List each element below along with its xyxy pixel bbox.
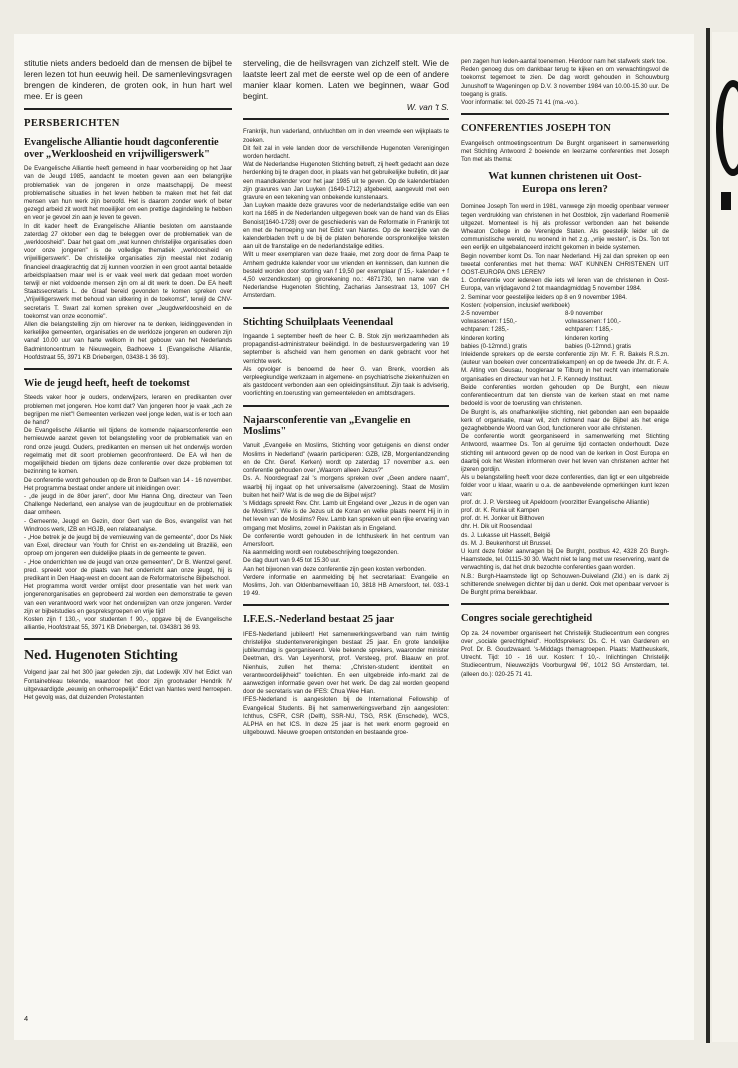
- divider: [243, 118, 449, 120]
- article-title: Stichting Schuilplaats Veenendaal: [243, 316, 394, 328]
- article-paragraph: Wilt u meer exemplaren van deze fraaie, met zorg door de firma Paap te Arnhem gedrukte kalender voor uw vrienden en kennissen, dan kunnen die besteld worden door storting van f 19,50 per exemplaar (f 15,- kalender + f 4,50 verzendkosten) op girorekening no.: 4871730, ten name van de Nederlandse Hugenoten Stichting, Zacharias Jansestraat 13, 1097 CH Amsterdam.: [243, 251, 449, 300]
- lead-paragraph: sterveling, die de heilsvragen van zichzelf stelt. Wie de laatste leert zal met de eerste wel op de een of andere manier klaar komen. Laten we beginnen, waar God begint.: [243, 58, 449, 102]
- article-paragraph: Het programma bestaat onder andere uit inleidingen over:: [24, 484, 181, 492]
- list-line: ds. M. J. Beukenhorst uit Brussel.: [461, 539, 552, 547]
- article-paragraph: De dag duurt van 9.45 tot 15.30 uur.: [243, 557, 341, 565]
- article-paragraph: IFES-Nederland jubileert! Het samenwerkingsverband van ruim twintig christelijke studentenverenigingen bestaat 25 jaar. En grote landelijke jubileumdag is georganiseerd. Vele bekende sprekers, waaronder minister Deetman, drs. Van Leyenhorst, prof. Versteeg, prof. Blaauw en prof. Nienhuis, zullen het thema: „Christen-student: identiteit en verantwoordelijkheid" toelichten. En een uitgebreide info-markt zal de aanwezigen informatie geven over het werk. De dag zal worden geopend door de secretaris van de IFES: Chua Wee Hian.: [243, 630, 449, 696]
- list-line: prof. dr. H. Jonker uit Bilthoven: [461, 515, 545, 523]
- list-line: prof. dr. J. P. Versteeg uit Apeldoorn (voorzitter Evangelische Alliantie): [461, 498, 650, 506]
- article-paragraph: Dominee Joseph Ton werd in 1981, vanwege zijn moedig openbaar verweer tegen verdrukking van christenen in het Oostblok, zijn vaderland Roemenië uitgezet. Momenteel is hij als professor verbonden aan het bekende Wheaton College in de Verenigde Staten. Als geestelijk leider uit de communistische wereld, nu wonend in het z.g. „vrije westen", is Ds. Ton tot een eerlijk en uitgebalanceerd inzicht gekomen in beide systemen.: [461, 203, 669, 252]
- article-title: I.F.E.S.-Nederland bestaat 25 jaar: [243, 614, 395, 626]
- page-gutter: [706, 28, 710, 1043]
- divider: [24, 368, 232, 370]
- list-line: dhr. H. Dik uit Roosendaal: [461, 523, 532, 531]
- article-paragraph: Evangelisch ontmoetingscentrum De Burght organiseert in samenwerking met Stichting Antwoord 2 boeiende en leerzame conferenties met Joseph Ton met als thema:: [461, 139, 669, 164]
- article-paragraph: Jan Luyken maakte deze gravures voor de nederlandstalige editie van een kort na 1685 in de Nederlanden uitgegeven boek van de hand van ds Elias Benoist(1640-1728) over de geschiedenis van de Reformatie in Frankrijk tot en met de herroeping van het Edict van Nantes. Op de keerzijde van de kalenderbladen treft u de bij de platen behorende oorspronkelijke teksten aan uit de franstalige en de nederlandstalige edities.: [243, 202, 449, 251]
- article-paragraph: De Evangelische Alliantie heeft gemeend in haar voorbereiding op het Jaar van de Jeugd 1985, aandacht te moeten geven aan een belangrijke problematiek van de jongeren in onze maatschappij. De meest problematische situaties in het leven hebben te maken met het feit dat mensen van hun werk zijn beroofd. Het is daarom zonder werk of beter gezegd arbeid zit wordt het moeilijker om een prettige dagindeling te hebben en veor je gevoel zin aan je leven te geven.: [24, 165, 232, 222]
- article-paragraph: Begin november komt Ds. Ton naar Nederland. Hij zal dan spreken op een tweetal conferenties met het thema: WAT KUNNEN CHRISTENEN UIT OOST-EUROPA ONS LEREN?: [461, 252, 669, 277]
- cost-line: echtparen: f 185,-: [565, 326, 613, 334]
- article-paragraph: Kosten zijn f 130,-, voor studenten f 90,-, opgave bij de Evangelische alliantie, Hoofdstraat 55, 3971 KB Driebergen, tel. 03438/1 36 93.: [24, 615, 232, 632]
- article-paragraph: Ingaande 1 september heeft de heer C. B. Stok zijn werkzaamheden als propagandist-administrateur beëindigd. In de bestuursvergadering van 19 september is afscheid van hem genomen en dank gebracht voor het verrichte werk.: [243, 333, 449, 365]
- article-paragraph: Beide conferenties worden gehouden op De Burght, een nieuw conferentiecentrum dat ten dienste van de kerken staat en met name bedoeld is voor de toerusting van christenen.: [461, 383, 669, 408]
- author-signature: W. van 't S.: [406, 102, 449, 113]
- article-paragraph: Vanuit „Evangelie en Moslims, Stichting voor getuigenis en dienst onder Moslims in Nederland" (waarin participeren: GZB, IZB, Morgenlandzending en de Chr. Geref. Kerken) wordt op zaterdag 17 november a.s. een conferentie gehouden over „Waarom alleen Jezus?": [243, 442, 449, 475]
- divider: [461, 113, 669, 115]
- article-paragraph: - „Hoe onderrichten we de jeugd van onze gemeenten", Dr B. Wentzel geref. pred. spreekt voor de plaats van het onderricht aan onze jeugd, hij is predikant in Den Haag-west en docent aan de Reformatorische Bijbelschool.: [24, 558, 232, 582]
- article-paragraph: De conferentie wordt georganiseerd in samenwerking met Stichting Antwoord, waarmee Ds. Ton al geruime tijd contacten onderhoudt. Deze stichting wil antwoord geven op de nood van de kerken in Oost Europa en daarbij ook het Westen informeren over het leven van christenen achter het ijzeren gordijn.: [461, 433, 669, 473]
- article-title: CONFERENTIES JOSEPH TON: [461, 123, 611, 135]
- article-paragraph: De Burght is, als onafhankelijke stichting, niet gebonden aan een bepaalde kerk of organisatie, maar wil, zich richtend naar de Bijbel als het enige gezaghebbende Woord van God, functioneren voor alle christenen.: [461, 408, 669, 432]
- article-paragraph: Inleidende sprekers op de eerste conferentie zijn Mr. F. R. Bakels R.S.zn. (auteur van boeken over concentratiekampen) en op de tweede Jhr. dr. F. A. M. Alting von Geusau, hoogleraar te Tilburg in het recht van internationale organisaties en directeur van het J. F. Kennedy Instituut.: [461, 351, 669, 383]
- article-paragraph: Ds. A. Noordegraaf zal 's morgens spreken over „Geen andere naam", waarbij hij ingaat op het universalisme (alverzoening). Staat de Moslim buiten het heil? Wat is de weg die de Bijbel wijst?: [243, 475, 449, 499]
- cost-line: 2-5 november: [461, 310, 499, 318]
- cost-table: [461, 310, 669, 351]
- article-paragraph: U kunt deze folder aanvragen bij De Burght, postbus 42, 4328 ZG Burgh-Haamstede, tel. 01115-30 30. Wacht niet te lang met uw reservering, want de verwachting is, dat het druk bezochte conferenties gaan worden.: [461, 547, 669, 572]
- cost-line: kinderen korting: [461, 334, 505, 342]
- divider: [24, 638, 232, 640]
- cost-line: 8-9 november: [565, 310, 603, 318]
- column-3: [461, 58, 669, 679]
- article-title: Ned. Hugenoten Stichting: [24, 648, 178, 664]
- cost-heading: Kosten: (volpension, inclusief werkboek): [461, 301, 570, 309]
- article-paragraph: Frankrijk, hun vaderland, ontvluchtten om in den vreemde een wijkplaats te zoeken.: [243, 128, 449, 144]
- article-subtitle: Wat kunnen christenen uit Oost-Europa ons leren?: [488, 170, 642, 195]
- article-paragraph: - Gemeente, Jeugd en Gezin, door Gert van de Bos, evangelist van het Windroos werk, IZB en HGJB, een relateanalyse.: [24, 517, 232, 533]
- article-paragraph: Steeds vaker hoor je ouders, onderwijzers, leraren en predikanten over problemen met jongeren. Hoe komt dat? Van jongeren hoor je vaak „ach ze begrijpen me niet"! Gemeenten verliezen veel jonge leden, wat is er toch aan de hand?: [24, 394, 232, 427]
- lead-paragraph: stitutie niets anders bedoeld dan de mensen de bijbel te leren lezen tot hun eeuwig heil. De samenlevingsvragen brengen de kinderen, de groten ook, in hun hart wel mee. Er is geen: [24, 58, 232, 102]
- article-title: Wie de jeugd heeft, heeft de toekomst: [24, 378, 190, 390]
- article-paragraph: Op za. 24 november organiseert het Christelijk Studiecentrum een congres over „sociale gerechtigheid". Hoofdsprekers: Ds. C. H. van Garderen en Prof. Dr. B. Goudzwaard. 's-Middags themagroepen. Plaats: Mattheuskerk, Utrecht. Tijd: 10 - 16 uur. Kosten: f 10,-. Inlichtingen Christelijk Studiecentrum, Nieuwezijds Voorburgwal 96', 1012 SG Amsterdam, tel. (alleen do.): 020-25 71 41.: [461, 629, 669, 678]
- article-paragraph: In dit kader heeft de Evangelische Alliantie besloten om aanstaande zaterdag 27 oktober een dag te beleggen over de problematiek van de „werkloosheid". Daar het gaat om „wat kunnen christelijke organisaties doen voor onze jongeren" is de volledige thematiek „werkloosheid en vrijwilligerswerk". De christelijke organisaties zijn meestal niet zodanig financieel draagkrachtig dat zij kunnen voorzien in een groot aantal betaalde arbeidsplaatsen maar wel is er vaak veel werk dat gedaan moet worden terwijl er niet voldoende mensen zijn om al dit werk te doen. De EA heeft Staatssecretaris L. de Graaf bereid gevonden te komen spreken over „Vrijwilligerswerk met behoud van uitkering in de toekomst", terwijl de CNV-secretaris T. Swart zal komen spreken over „Jeugdwerkloosheid en de toekomst van onze economie".: [24, 222, 232, 320]
- article-paragraph: 2. Seminar voor geestelijke leiders op 8 en 9 november 1984.: [461, 293, 627, 301]
- article-paragraph: 1. Conferentie voor iedereen die iets wil leren van de christenen in Oost-Europa, van vrijdagavond 2 tot maandagmiddag 5 november 1984.: [461, 277, 669, 293]
- article-paragraph: - „Hoe betrek je de jeugd bij de vernieuwing van de gemeente", door Ds Niek van Exel, directeur van Youth for Christ en ex-zendeling uit Brazilië, een oproep om jongeren een duidelijke plaats in de gemeente te geven.: [24, 533, 232, 558]
- article-paragraph: Allen die belangstelling zijn om hierover na te denken, leidinggevenden in kerkelijke gemeenten, organisaties en de werkloze jongeren en ouderen zijn vanaf 10.00 uur van harte welkom in het gebouw van het Nederlands Badmintoncentrum te Nieuwegein, Badhoeve 1 (Evangelische Alliantie, Hoofdstraat 55, 3971 KB Driebergen, 03438-1 36 93).: [24, 321, 232, 361]
- section-heading: PERSBERICHTEN: [24, 118, 120, 130]
- cost-line: volwassenen: f 150,-: [461, 318, 517, 326]
- article-paragraph: Voor informatie: tel. 020-25 71 41 (ma.-vo.).: [461, 99, 579, 107]
- article-paragraph: De conferentie wordt gehouden in de Ichthuskerk lin het centrum van Amersfoort.: [243, 532, 449, 548]
- cost-column-2: [565, 310, 669, 351]
- article-paragraph: Als u belangstelling heeft voor deze conferenties, dan ligt er een uitgebreide folder voor u klaar, waarin u o.a. de aanbevelende opmerkingen kunt lezen van:: [461, 474, 669, 498]
- article-paragraph: De conferentie wordt gehouden op de Bron te Dalfsen van 14 - 16 november.: [24, 476, 232, 484]
- article-paragraph: Het programma wordt verder omlijst door presentatie van het werk van jongerenorganisaties en geprobeerd zal worden een demonstratie te geven van een verantwoord werk voor het onderwijzen van onze jongeren. Verder zijn er bijbelstudies en gespreksgroepen en vrije tijd!: [24, 583, 232, 615]
- column-2: [243, 58, 449, 737]
- article-title: Najaarsconferentie van „Evangelie en Moslims": [243, 414, 411, 438]
- column-1: [24, 58, 232, 702]
- article-paragraph: Wat de Nederlandse Hugenoten Stichting betreft, zij heeft gedacht aan deze herdenking bij te dragen door, in plaats van het gebruikelijke bulletin, dit jaar een maandkalender voor het jaar 1985 uit te geven. Op de kalenderbladen zijn gravures van Jan Luyken (1649-1712) afgebeeld, aangevuld met een gravure en een tekening van onbekende kunstenaars.: [243, 161, 449, 201]
- cost-line: babies (0-12mnd.) gratis: [461, 342, 528, 350]
- divider: [24, 108, 232, 110]
- adjacent-page-letter: [716, 80, 738, 176]
- article-paragraph: pen zagen hun leden-aantal toenemen. Hierdoor nam het stafwerk sterk toe.: [461, 58, 667, 65]
- cost-line: volwassenen: f 100,-: [565, 318, 621, 326]
- article-paragraph: Verdere informatie en aanmelding bij het secretariaat: Evangelie en Moslims, Joh. van Oldenbarneveltlaan 10, 3818 HB Amersfoort, tel. 033-1 19 49.: [243, 573, 449, 598]
- article-paragraph: Dit feit zal in vele landen door de verschillende Hugenoten Verenigingen worden herdacht.: [243, 144, 449, 160]
- page-number: 4: [24, 1014, 29, 1023]
- article-title: Evangelische Alliantie houdt dagconferentie over „Werkloosheid en vrijwilligerswerk": [24, 137, 219, 160]
- cost-column-1: [461, 310, 565, 351]
- article-paragraph: - „de jeugd in de 80er jaren", door Mw Hanna Ong, directeur van Teen Challenge Nederland, een analyse van de jeugdcultuur en de problematiek daar omheen.: [24, 492, 232, 517]
- list-line: prof. dr. K. Runia uit Kampen: [461, 506, 540, 514]
- article-paragraph: N.B.: Burgh-Haamstede ligt op Schouwen-Duiveland (Zld.) en is dank zij schitterende snelwegen dichter bij dan u denkt. Ook met openbaar vervoer is De Burght prima bereikbaar.: [461, 572, 669, 596]
- divider: [243, 405, 449, 407]
- article-title: Congres sociale gerechtigheid: [461, 613, 593, 625]
- divider: [243, 604, 449, 606]
- article-paragraph: Als opvolger is benoemd de heer G. van Brenk, voordien als verpleegkundige werkzaam in algemene- en psychiatrische ziekenhuizen en als gastdocent verbonden aan een opleidingsinstituut. Zijn taak is adviserig, voorlichting en.toerusting van gemeenteleden en ambtsdragers.: [243, 365, 449, 398]
- divider: [243, 307, 449, 309]
- article-paragraph: Reden genoeg dus om dankbaar terug te kijken en om verwachtingsvol de toekomst tegemoet te zien. De dag wordt gehouden in Schouwburg Junushoff te Wageningen op D.V. 3 november 1984 van 10.00-15.30 uur. De toegang is gratis.: [461, 66, 669, 98]
- adjacent-page-edge: [712, 32, 738, 1042]
- adjacent-page-mark: [721, 192, 731, 210]
- cost-line: kinderen korting: [565, 334, 609, 342]
- divider: [461, 603, 669, 605]
- cost-line: echtparen: f 285,-: [461, 326, 509, 334]
- cost-line: babies (0-12mnd.) gratis: [565, 342, 632, 350]
- article-paragraph: Volgend jaar zal het 300 jaar geleden zijn, dat Lodewijk XIV het Edict van Fontainebleau tekende, waardoor het door zijn grootvader Hendrik IV uitgevaardigde „eeuwig en onherroepelijk" Edict van Nantes werd herroepen. Het gevolg was, dat duizenden Protestanten: [24, 669, 232, 701]
- article-paragraph: IFES-Nederland is aangesloten bij de International Fellowship of Evangelical Students. Bij het samenwerkingsverband zijn aangesloten: Ichthus, CSFR, CSR (Delft), SSR-NU, TSG, RSK (Enschede), WCS, ALPHA en het ICS. In deze 25 jaar is het werk enorm gegroeid en uitgebouwd. Nieuwe groepen ontstonden en bestaande groe-: [243, 696, 449, 737]
- list-line: ds. J. Lukasse uit Hasselt, België: [461, 531, 551, 539]
- article-paragraph: De Evangelische Alliantie wil tijdens de komende najaarsconferentie een hernieuwde aanzet geven tot belangstelling voor de problematiek van en rond onze jeugd. Ouders, predikanten en mensen uit het onderwijs worden regelmatig met dit soort problemen geconfronteerd. De EA wil hen de mogelijkheid bieden om tijdens deze conferentie over deze problemen tot bezinning te komen.: [24, 427, 232, 476]
- article-paragraph: Na aanmelding wordt een routebeschrijving toegezonden.: [243, 549, 399, 557]
- article-paragraph: Aan het bijwonen van deze conferentie zijn geen kosten verbonden.: [243, 565, 426, 573]
- article-paragraph: 's Middags spreekt Rev. Chr. Lamb uit Engeland over „Jezus in de ogen van de Moslims". Wie is de Jezus uit de Koran en welke plaats neemt Hij in in het leven van de Moslims? Rev. Lamb kan spreken uit een rijke ervaring van omgang met Moslims, zowel in Pakistan als in Engeland.: [243, 499, 449, 532]
